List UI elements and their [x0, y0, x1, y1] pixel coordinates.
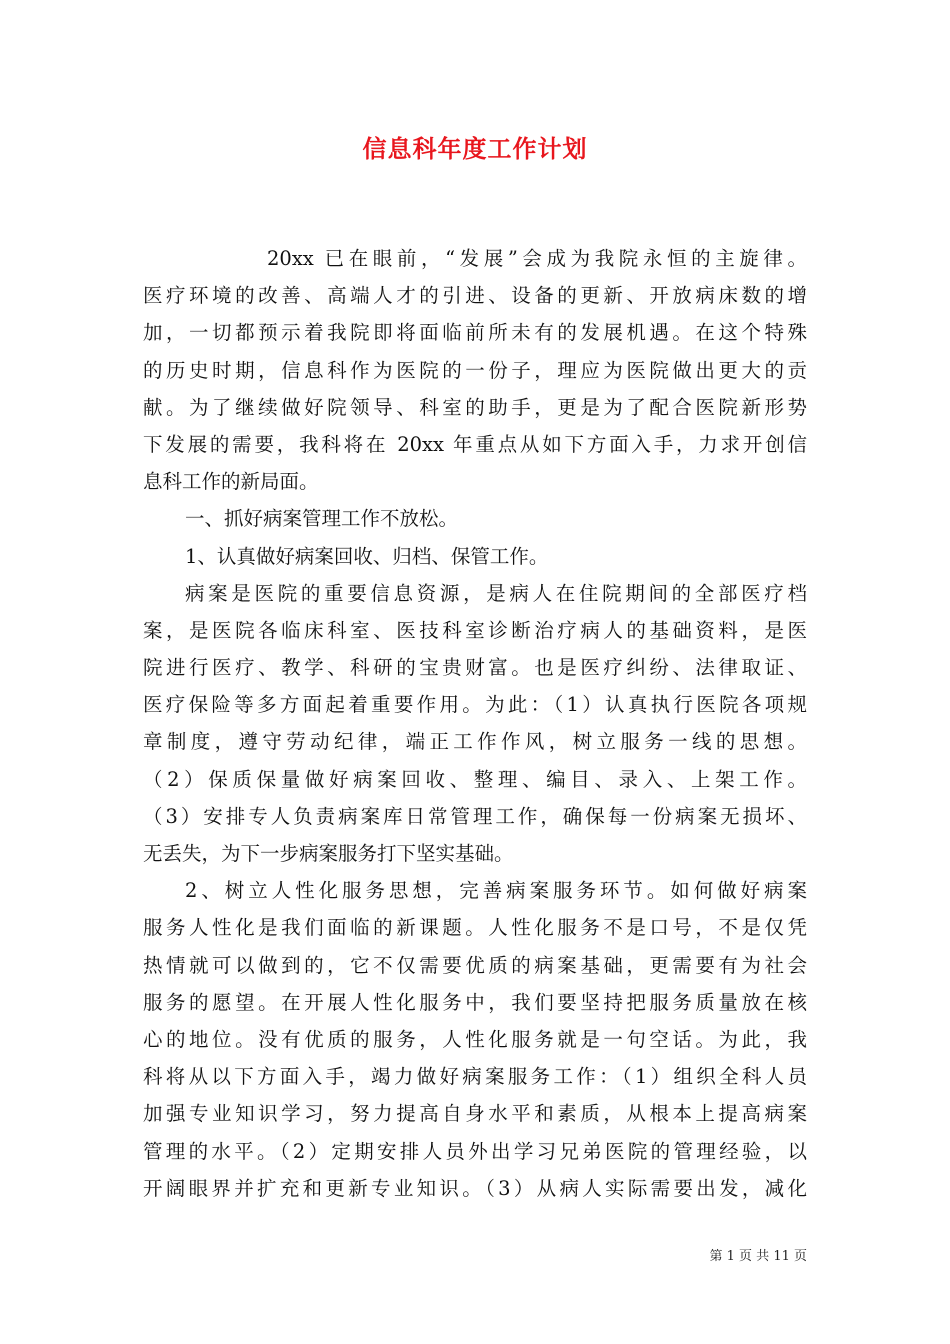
paragraph-line: 服务的愿望。在开展人性化服务中，我们要坚持把服务质量放在核 — [143, 990, 807, 1014]
paragraph-line: 章制度，遵守劳动纪律，端正工作作风，树立服务一线的思想。 — [143, 730, 807, 754]
paragraph-line: 息科工作的新局面。 — [143, 470, 319, 494]
paragraph-line: 的历史时期，信息科作为医院的一份子，理应为医院做出更大的贡 — [143, 358, 807, 382]
paragraph-line: 科将从以下方面入手，竭力做好病案服务工作：（1）组织全科人员 — [143, 1065, 807, 1089]
paragraph-line: 下发展的需要，我科将在 20xx 年重点从如下方面入手，力求开创信 — [143, 432, 807, 456]
paragraph-line: 20xx 已在眼前，“发展”会成为我院永恒的主旋律。 — [267, 247, 807, 270]
paragraph-line: 无丢失，为下一步病案服务打下坚实基础。 — [143, 842, 514, 865]
document-body — [143, 240, 807, 1207]
paragraph-line: （3）安排专人负责病案库日常管理工作，确保每一份病案无损坏、 — [143, 804, 807, 828]
paragraph-line: 心的地位。没有优质的服务，人性化服务就是一句空话。为此，我 — [143, 1027, 807, 1051]
paragraph-line: 案，是医院各临床科室、医技科室诊断治疗病人的基础资料，是医 — [143, 618, 807, 642]
paragraph-line: 加强专业知识学习，努力提高自身水平和素质，从根本上提高病案 — [143, 1102, 807, 1126]
paragraph-line: 开阔眼界并扩充和更新专业知识。（3）从病人实际需要出发，减化 — [143, 1176, 807, 1200]
paragraph-line: 医疗环境的改善、高端人才的引进、设备的更新、开放病床数的增 — [143, 284, 807, 308]
subsection-heading: 1、认真做好病案回收、归档、保管工作。 — [185, 544, 549, 568]
paragraph-line: 管理的水平。（2）定期安排人员外出学习兄弟医院的管理经验，以 — [143, 1139, 807, 1163]
paragraph-line: 医疗保险等多方面起着重要作用。为此：（1）认真执行医院各项规 — [143, 693, 807, 717]
paragraph-line: （2）保质保量做好病案回收、整理、编目、录入、上架工作。 — [143, 767, 807, 791]
paragraph-line: 院进行医疗、教学、科研的宝贵财富。也是医疗纠纷、法律取证、 — [143, 656, 807, 680]
document-title: 信息科年度工作计划 — [362, 134, 588, 163]
paragraph-line: 加，一切都预示着我院即将面临前所未有的发展机遇。在这个特殊 — [143, 321, 807, 345]
page-number: 第 1 页 共 11 页 — [709, 1249, 807, 1264]
paragraph-line: 服务人性化是我们面临的新课题。人性化服务不是口号，不是仅凭 — [143, 916, 807, 940]
section-heading: 一、抓好病案管理工作不放松。 — [185, 507, 459, 531]
paragraph-line: 献。为了继续做好院领导、科室的助手，更是为了配合医院新形势 — [143, 395, 807, 419]
paragraph-line: 2、树立人性化服务思想，完善病案服务环节。如何做好病案 — [185, 879, 807, 903]
paragraph-line: 病案是医院的重要信息资源，是病人在住院期间的全部医疗档 — [185, 581, 807, 605]
paragraph-line: 热情就可以做到的，它不仅需要优质的病案基础，更需要有为社会 — [143, 953, 807, 977]
